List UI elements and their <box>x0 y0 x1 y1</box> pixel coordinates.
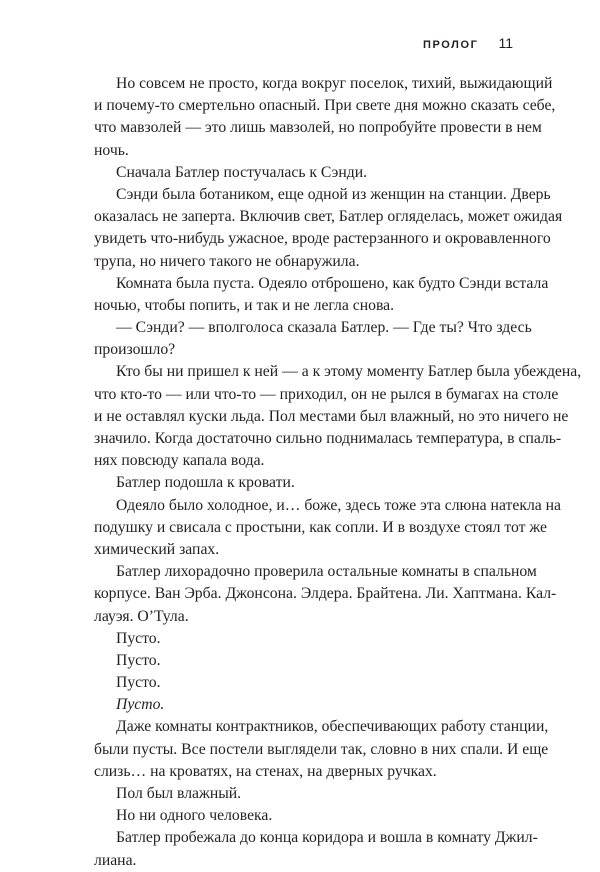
text-line: были пусты. Все постели выглядели так, словно в них спали. И еще <box>94 740 549 758</box>
body-text <box>94 73 582 872</box>
text-line: корпусе. Ван Эрба. Джонсона. Элдера. Брайтена. Ли. Хаптмана. Кал- <box>94 585 557 603</box>
text-line: оказалась не заперта. Включив свет, Батлер огляделась, может ожидая <box>94 208 563 226</box>
text-line: произошло? <box>94 341 176 359</box>
text-line: ночь. <box>94 141 129 159</box>
text-line: и почему-то смертельно опасный. При свете дня можно сказать себе, <box>94 97 556 115</box>
text-line: Пусто. <box>116 651 161 669</box>
text-line: Батлер пробежала до конца коридора и вошла в комнату Джил- <box>116 829 538 847</box>
text-line: что мавзолей — это лишь мавзолей, но попробуйте провести в нем <box>94 119 542 137</box>
text-line: увидеть что-нибудь ужасное, вроде растерзанного и окровавленного <box>94 230 551 248</box>
text-line: Батлер лихорадочно проверила остальные комнаты в спальном <box>116 563 537 581</box>
text-line: Пусто. <box>116 629 161 647</box>
text-line: Сначала Батлер постучалась к Сэнди. <box>116 163 368 181</box>
text-line: Сэнди была ботаником, еще одной из женщин на станции. Дверь <box>116 185 551 203</box>
page-number: 11 <box>498 35 513 51</box>
text-line: Батлер подошла к кровати. <box>116 474 295 492</box>
text-line: Пол был влажный. <box>116 785 242 802</box>
text-line: Пусто. <box>116 674 161 692</box>
text-line: слизь… на кроватях, на стенах, на дверных ручках. <box>94 762 437 780</box>
text-line: и не оставлял куски льда. Пол местами был влажный, но это ничего не <box>94 407 569 425</box>
text-line: Даже комнаты контрактников, обеспечивающих работу станции, <box>116 718 549 736</box>
text-line: Но совсем не просто, когда вокруг поселок, тихий, выжидающий <box>116 75 553 92</box>
text-line: значило. Когда достаточно сильно поднималась температура, в спаль- <box>94 430 562 447</box>
text-line: ночью, чтобы попить, и так и не легла снова. <box>94 296 395 314</box>
text-line: — Сэнди? — вполголоса сказала Батлер. — Где ты? Что здесь <box>116 319 532 337</box>
text-line: Комната была пуста. Одеяло отброшено, как будто Сэнди встала <box>116 274 549 292</box>
running-head <box>423 35 513 51</box>
text-line: Пусто. <box>116 696 165 714</box>
text-line: что кто-то — или что-то — приходил, он не рылся в бумагах на столе <box>94 385 559 403</box>
section-title: ПРОЛОГ <box>422 39 479 51</box>
text-line: Кто бы ни пришел к ней — а к этому моменту Батлер была убеждена, <box>116 363 582 381</box>
text-line: подушку и свисала с простыни, как сопли. И в воздухе стоял тот же <box>94 518 547 536</box>
text-line: нях повсюду капала вода. <box>94 452 265 470</box>
text-line: лиана. <box>94 851 137 869</box>
text-line: лауэя. О’Тула. <box>94 607 189 625</box>
text-line: Но ни одного человека. <box>116 807 273 825</box>
text-line: Одеяло было холодное, и… боже, здесь тоже эта слюна натекла на <box>116 496 562 514</box>
text-line: трупа, но ничего такого не обнаружила. <box>94 252 360 270</box>
text-line: химический запах. <box>94 540 220 558</box>
